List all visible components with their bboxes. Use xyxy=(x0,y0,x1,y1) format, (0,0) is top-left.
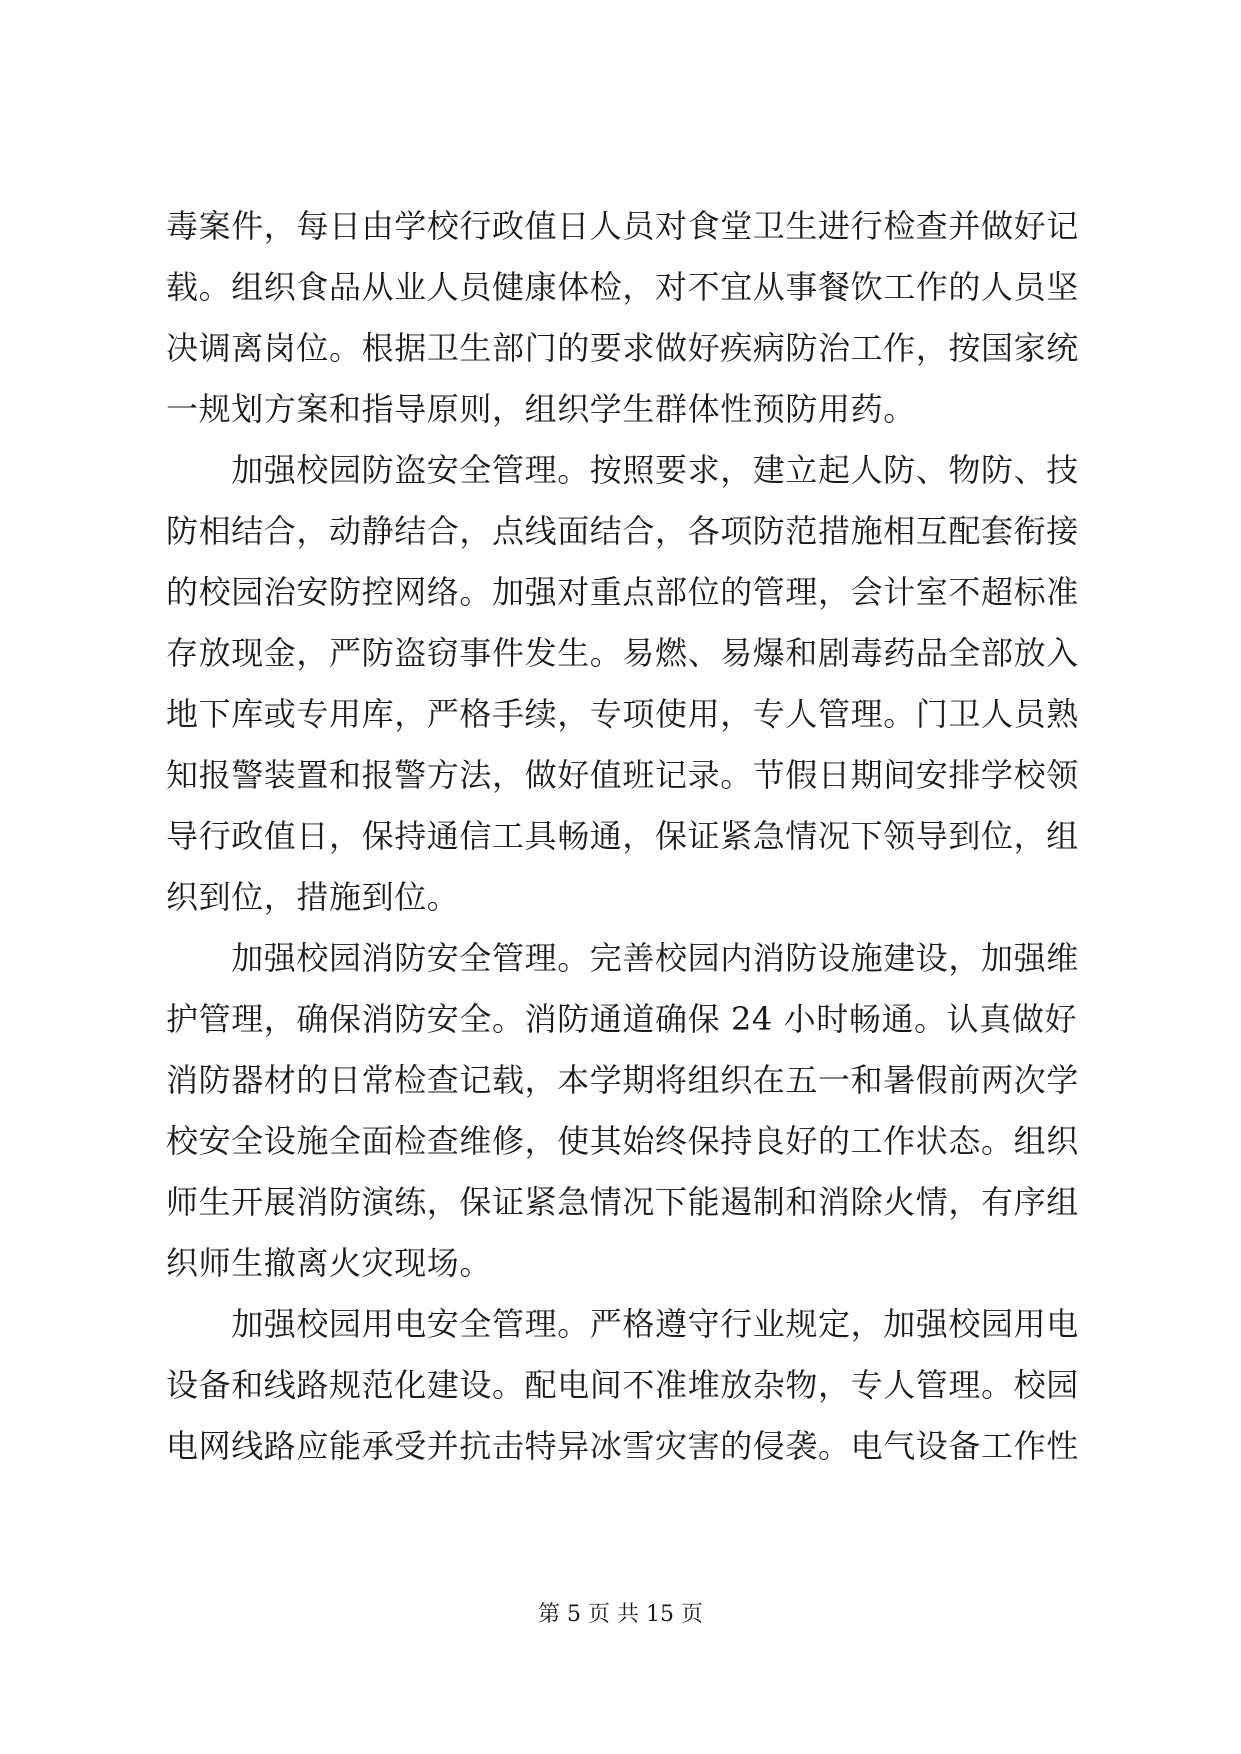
page-number-footer: 第 5 页 共 15 页 xyxy=(538,1602,703,1627)
text-line: 存放现金，严防盗窃事件发生。易燃、易爆和剧毒药品全部放入 xyxy=(166,634,1079,672)
text-line: 导行政值日，保持通信工具畅通，保证紧急情况下领导到位，组 xyxy=(166,817,1079,855)
text-line: 毒案件，每日由学校行政值日人员对食堂卫生进行检查并做好记 xyxy=(166,207,1079,245)
text-line: 校安全设施全面检查维修，使其始终保持良好的工作状态。组织 xyxy=(166,1122,1079,1160)
text-line: 知报警装置和报警方法，做好值班记录。节假日期间安排学校领 xyxy=(166,756,1079,794)
text-line: 织师生撤离火灾现场。 xyxy=(166,1244,493,1282)
text-line: 加强校园消防安全管理。完善校园内消防设施建设，加强维 xyxy=(166,939,1079,977)
text-line: 护管理，确保消防安全。消防通道确保 24 小时畅通。认真做好 xyxy=(166,1000,1078,1038)
text-line: 载。组织食品从业人员健康体检，对不宜从事餐饮工作的人员坚 xyxy=(166,268,1079,306)
text-line: 加强校园防盗安全管理。按照要求，建立起人防、物防、技 xyxy=(166,451,1079,489)
text-line: 设备和线路规范化建设。配电间不准堆放杂物，专人管理。校园 xyxy=(166,1366,1079,1404)
text-line: 一规划方案和指导原则，组织学生群体性预防用药。 xyxy=(166,390,916,428)
text-line: 地下库或专用库，严格手续，专项使用，专人管理。门卫人员熟 xyxy=(166,695,1079,733)
text-line: 决调离岗位。根据卫生部门的要求做好疾病防治工作，按国家统 xyxy=(166,329,1079,367)
text-line: 师生开展消防演练，保证紧急情况下能遏制和消除火情，有序组 xyxy=(166,1183,1079,1221)
text-line: 加强校园用电安全管理。严格遵守行业规定，加强校园用电 xyxy=(166,1305,1079,1343)
text-line: 的校园治安防控网络。加强对重点部位的管理，会计室不超标准 xyxy=(166,573,1079,611)
text-line: 织到位，措施到位。 xyxy=(166,878,460,916)
text-line: 电网线路应能承受并抗击特异冰雪灾害的侵袭。电气设备工作性 xyxy=(166,1427,1079,1465)
text-line: 消防器材的日常检查记载，本学期将组织在五一和暑假前两次学 xyxy=(166,1061,1079,1099)
text-line: 防相结合，动静结合，点线面结合，各项防范措施相互配套衔接 xyxy=(166,512,1079,550)
